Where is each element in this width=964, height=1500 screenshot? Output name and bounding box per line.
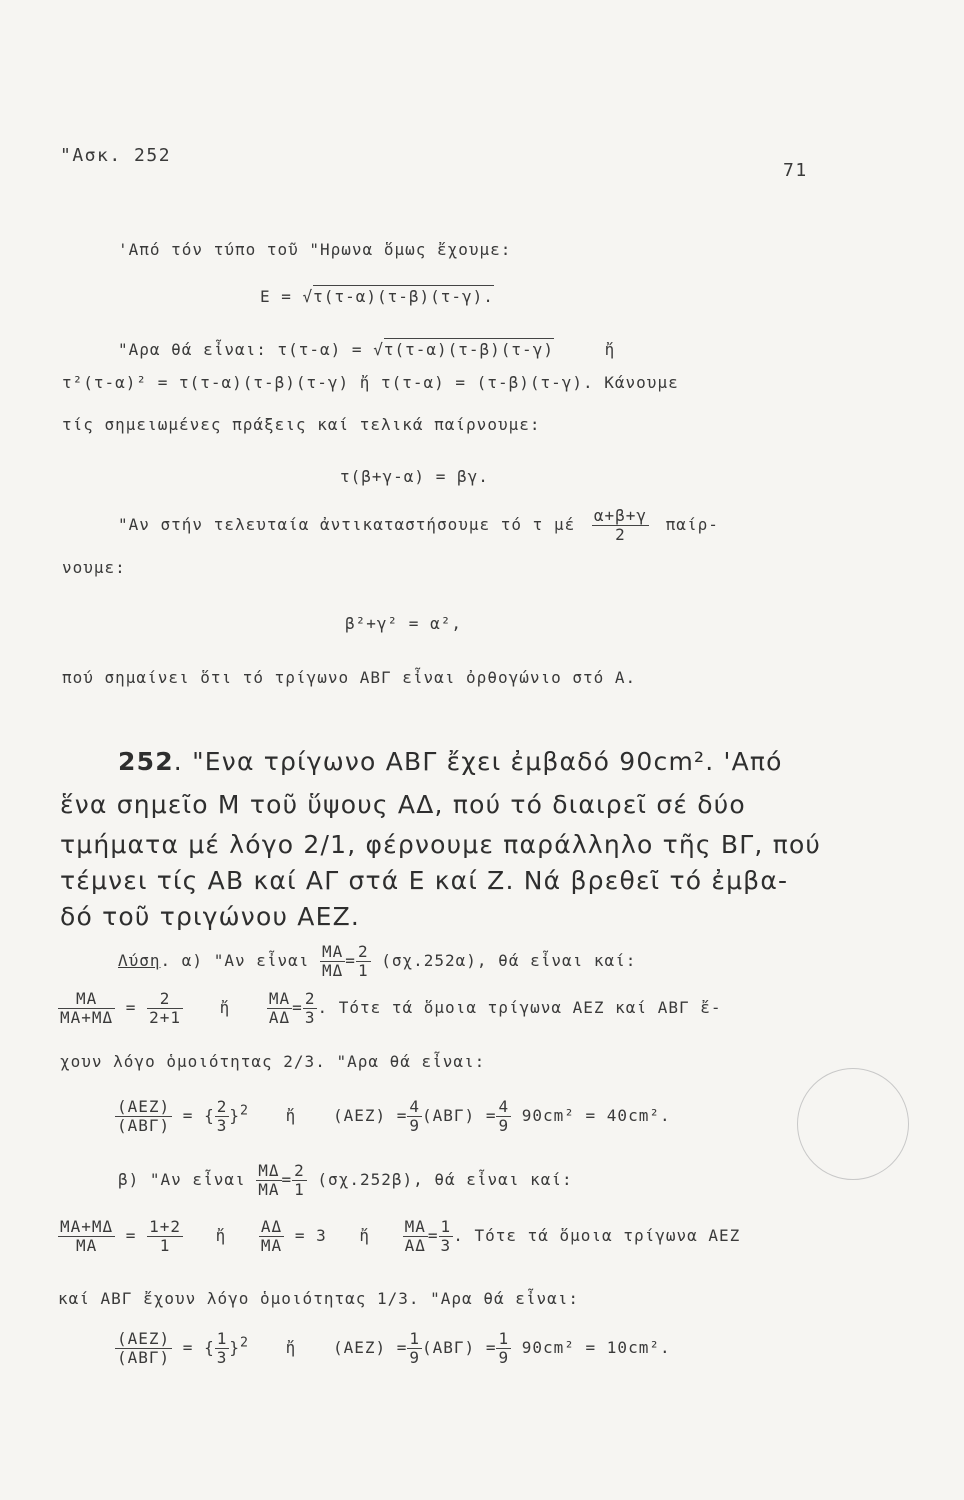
equals-three: = 3 <box>294 1226 327 1245</box>
fraction-ma-sum <box>58 990 115 1027</box>
solution-beta-rest2: . Τότε τά ὅμοια τρίγωνα ΑΕΖ <box>453 1226 741 1245</box>
fraction-denominator: ΜΔ <box>322 961 344 980</box>
problem-line-4: τέμνει τίς ΑΒ καί ΑΓ στά Ε καί Ζ. Νά βρεθεῖ τό ἐμβα- <box>60 866 789 895</box>
fraction-aez-abg <box>115 1330 172 1367</box>
fraction-1-9 <box>407 1330 422 1367</box>
fraction-1-3 <box>439 1218 454 1255</box>
fraction-ma-md <box>320 943 345 980</box>
conclusion-line: πού σημαίνει ὅτι τό τρίγωνο ΑΒΓ εἶναι ὀρθογώνιο στό Α. <box>62 668 637 687</box>
area-mid: (ΑΕΖ) = <box>332 1106 408 1125</box>
heron-intro: 'Από τόν τύπο τοῦ "Ηρωνα ὅμως ἔχουμε: <box>118 240 512 259</box>
substitution-line <box>118 507 719 544</box>
fraction-numerator: (ΑΕΖ) <box>117 1097 171 1116</box>
fraction-ad-ma <box>259 1218 284 1255</box>
fraction-1-3 <box>215 1330 230 1367</box>
problem-line-1 <box>118 747 783 776</box>
solution-label: Λύση <box>118 951 161 970</box>
fraction-denominator: ΜΑ <box>260 1236 283 1255</box>
derivation-line-3: τίς σημειωμένες πράξεις καί τελικά παίρνουμε: <box>62 415 541 434</box>
fraction-numerator: 1 <box>216 1329 228 1348</box>
problem-line-3: τμήματα μέ λόγο 2/1, φέρνουμε παράλληλο τῆς ΒΓ, πού <box>60 830 822 859</box>
derivation-radicand: τ(τ-α)(τ-β)(τ-γ) <box>383 340 554 359</box>
fraction-2-3 <box>215 1098 230 1135</box>
problem-line-2: ἕνα σημεῖο Μ τοῦ ὕψους ΑΔ, πού τό διαιρεῖ σέ δύο <box>60 790 746 819</box>
equals-sign: = <box>345 951 356 970</box>
fraction-numerator: ΜΑ <box>268 989 291 1008</box>
fraction-2-3-sum <box>147 990 183 1027</box>
substitution-text: "Αν στήν τελευταία ἀντικαταστήσουμε τό τ μέ <box>118 515 576 534</box>
fraction-denominator: 1 <box>159 1236 171 1255</box>
page-number: 71 <box>783 160 808 181</box>
area-mid: (ΑΕΖ) = <box>332 1338 408 1357</box>
fraction-ma-ad <box>403 1218 428 1255</box>
fraction-denominator: 3 <box>216 1116 228 1135</box>
pythagoras-result: β²+γ² = α², <box>345 614 462 633</box>
derivation-prefix: "Αρα θά εἶναι: τ(τ-α) = <box>118 340 374 359</box>
area-result-b: $\frac{\text{(ΑΕΖ)}}{\text{(ΑΒΓ)}}$ = { $\frac{1}{3}$ }$^2$ ἤ (ΑΕΖ) = $\frac{1}{9}$ (ΑΒΓ) = $\frac{1}{9}$ 90cm² = 10cm². <box>117 1329 671 1367</box>
fraction-numerator: ΜΑ+ΜΔ <box>60 1217 114 1236</box>
fraction-denominator: 9 <box>498 1116 510 1135</box>
fraction-numerator: ΜΑ <box>58 990 115 1009</box>
area-mid2: (ΑΒΓ) = <box>422 1338 497 1357</box>
fraction-1-9 <box>496 1330 511 1367</box>
heron-formula <box>260 285 494 306</box>
fraction-numerator: (ΑΕΖ) <box>117 1329 171 1348</box>
exponent: 2 <box>239 1335 250 1351</box>
heron-radicand: τ(τ-α)(τ-β)(τ-γ). <box>313 287 494 306</box>
solution-b-rest: . Τότε τά ὅμοια τρίγωνα ΑΕΖ καί ΑΒΓ ἔ- <box>317 998 722 1017</box>
derivation-result: τ(β+γ-α) = βγ. <box>340 467 489 486</box>
area-mid2: (ΑΒΓ) = <box>422 1106 497 1125</box>
fraction-3-1 <box>147 1218 183 1255</box>
fraction-numerator: 1 <box>498 1329 510 1348</box>
fraction-numerator: 1 <box>409 1329 421 1348</box>
fraction-denominator: 1 <box>357 961 369 980</box>
problem-number: 252 <box>118 747 174 776</box>
fraction-numerator: α+β+γ <box>593 506 648 525</box>
exponent: 2 <box>239 1103 250 1119</box>
exercise-reference: "Ασκ. 252 <box>60 145 172 166</box>
fraction-denominator: 2 <box>615 525 626 544</box>
solution-a-line <box>118 943 636 980</box>
fraction-4-9 <box>496 1098 511 1135</box>
fraction-numerator: 4 <box>498 1097 510 1116</box>
fraction-numerator: ΑΔ <box>260 1217 283 1236</box>
heron-lhs: E = <box>260 287 303 306</box>
semiperimeter-fraction <box>592 507 649 544</box>
fraction-denominator: ΑΔ <box>268 1008 291 1027</box>
fraction-numerator: 2 <box>357 942 369 961</box>
solution-a-intro: . α) "Αν εἶναι <box>160 951 310 970</box>
fraction-denominator: ΜΑ <box>75 1236 98 1255</box>
annotation-circle <box>797 1068 909 1180</box>
similarity-ratio-line: χουν λόγο ὁμοιότητας 2/3. "Αρα θά εἶναι: <box>60 1052 486 1071</box>
fraction-numerator: 4 <box>409 1097 421 1116</box>
fraction-denominator: ΑΔ <box>404 1236 426 1255</box>
fraction-denominator: 9 <box>409 1348 421 1367</box>
fraction-denominator: 3 <box>440 1236 452 1255</box>
substitution-continuation: νουμε: <box>62 558 126 577</box>
fraction-denominator: 9 <box>498 1348 510 1367</box>
fraction-numerator: 2 <box>304 989 316 1008</box>
fraction-numerator: 2 <box>147 990 183 1009</box>
or-word: ἤ <box>219 998 231 1017</box>
derivation-line-1 <box>118 338 615 359</box>
solution-beta-rest: (σχ.252β), θά εἶναι καί: <box>317 1170 573 1189</box>
fraction-denominator: ΜΑ <box>258 1180 280 1199</box>
fraction-denominator: 2+1 <box>149 1008 181 1027</box>
problem-text-1: . "Ενα τρίγωνο ΑΒΓ ἔχει ἐμβαδό 90cm². 'Από <box>173 747 783 776</box>
area-value-a: 90cm² = 40cm². <box>521 1106 671 1125</box>
fraction-aez-abg <box>115 1098 172 1135</box>
fraction-denominator: (ΑΒΓ) <box>117 1116 171 1135</box>
fraction-numerator: ΜΑ <box>404 1217 426 1236</box>
solution-b-line: $\frac{MA}{MA+M\Delta}$ = $\frac{2}{2+1}$ ἤ $\frac{MA}{A\Delta}$ = $\frac{2}{3}$ . Τότε τά ὅμοια τρίγωνα ΑΕΖ καί ΑΒΓ ἔ- <box>60 989 722 1027</box>
solution-beta-line: β) "Αν εἶναι $\frac{M\Delta}{MA}$ = $\frac{2}{1}$ (σχ.252β), θά εἶναι καί: <box>118 1161 573 1199</box>
problem-line-5: δό τοῦ τριγώνου ΑΕΖ. <box>60 902 361 931</box>
solution-beta-ratios: $\frac{MA+M\Delta}{MA}$ = $\frac{1+2}{1}$ ἤ $\frac{A\Delta}{MA}$ = 3 ἤ $\frac{MA}{A\Delta}$ = $\frac{1}{3}$ . Τότε τά ὅμοια τρίγωνα ΑΕΖ <box>60 1217 741 1255</box>
or-word: ἤ <box>359 1226 370 1245</box>
fraction-numerator: ΜΔ <box>258 1161 280 1180</box>
fraction-denominator: ΜΑ+ΜΔ <box>60 1008 114 1027</box>
substitution-tail: παίρ- <box>665 515 719 534</box>
or-word: ἤ <box>604 340 616 359</box>
fraction-denominator: (ΑΒΓ) <box>117 1348 171 1367</box>
or-word: ἤ <box>215 1226 227 1245</box>
fraction-numerator: 1 <box>440 1217 452 1236</box>
derivation-line-2: τ²(τ-α)² = τ(τ-α)(τ-β)(τ-γ) ἤ τ(τ-α) = (τ-β)(τ-γ). Κάνουμε <box>62 373 679 392</box>
fraction-numerator: 2 <box>294 1161 305 1180</box>
fraction-2-1 <box>292 1162 307 1199</box>
fraction-denominator: 9 <box>409 1116 421 1135</box>
fraction-numerator: 1+2 <box>149 1217 181 1236</box>
solution-beta-intro: β) "Αν εἶναι <box>118 1170 246 1189</box>
fraction-md-ma <box>256 1162 281 1199</box>
fraction-2-1 <box>356 943 371 980</box>
area-result-a: $\frac{\text{(ΑΕΖ)}}{\text{(ΑΒΓ)}}$ = { $\frac{2}{3}$ }$^2$ ἤ (ΑΕΖ) = $\frac{4}{9}$ (ΑΒΓ) = $\frac{4}{9}$ 90cm² = 40cm². <box>117 1097 671 1135</box>
or-word: ἤ <box>285 1338 297 1357</box>
fraction-numerator: ΜΑ <box>322 942 344 961</box>
fraction-sum-ma <box>58 1218 115 1255</box>
similarity-ratio-line-beta: καί ΑΒΓ ἔχουν λόγο ὁμοιότητας 1/3. "Αρα θά εἶναι: <box>58 1289 580 1308</box>
or-word: ἤ <box>285 1106 297 1125</box>
fraction-numerator: 2 <box>216 1097 228 1116</box>
fraction-ma-ad <box>267 990 292 1027</box>
fraction-2-3 <box>303 990 318 1027</box>
fraction-denominator: 3 <box>216 1348 228 1367</box>
fraction-denominator: 3 <box>304 1008 316 1027</box>
area-value-b: 90cm² = 10cm². <box>521 1338 671 1357</box>
solution-a-rest: (σχ.252α), θά εἶναι καί: <box>381 951 637 970</box>
sqrt-sign-icon <box>373 340 384 359</box>
fraction-denominator: 1 <box>294 1180 305 1199</box>
fraction-4-9 <box>407 1098 422 1135</box>
sqrt-sign-icon <box>303 287 314 306</box>
